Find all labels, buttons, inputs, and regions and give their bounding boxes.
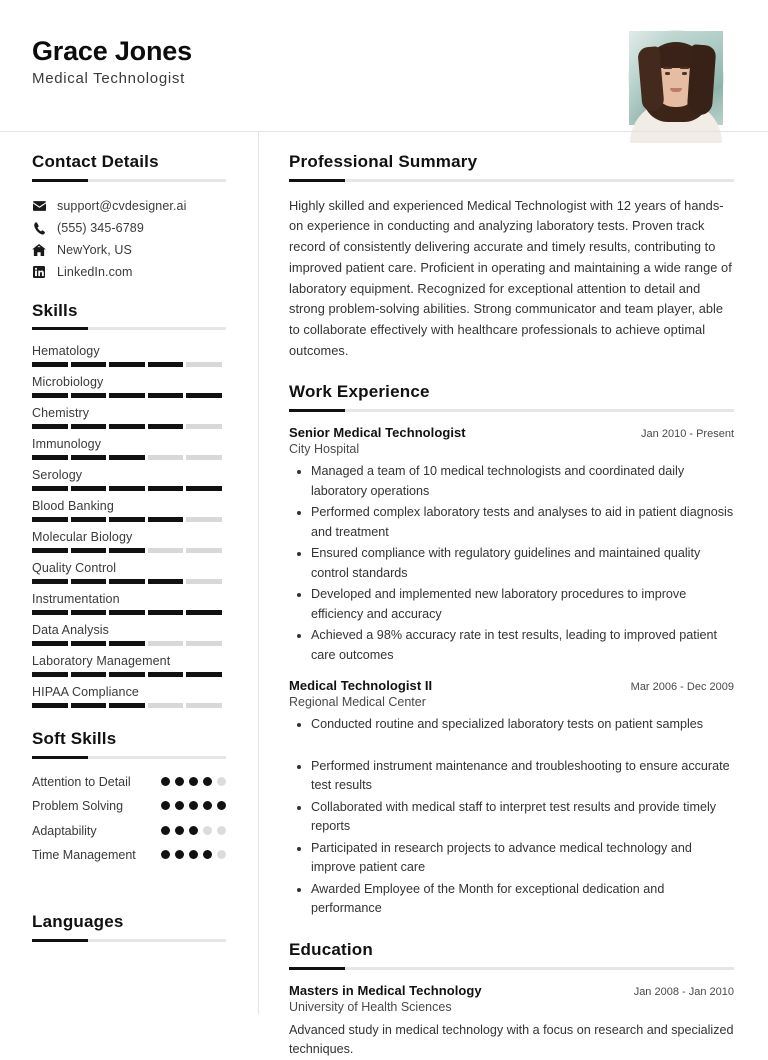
skill-segment — [71, 393, 107, 398]
skills-list — [32, 344, 226, 708]
bullet-item: • Participated in research projects to advance medical technology and improve patient care — [311, 839, 734, 878]
rating-dot — [189, 777, 198, 786]
skill-segment — [148, 579, 184, 584]
education-entry-title: Masters in Medical Technology — [289, 982, 482, 998]
skill-segment — [32, 641, 68, 646]
contact-item-linkedin[interactable] — [32, 265, 226, 280]
rating-dot — [203, 777, 212, 786]
skill-segment — [32, 362, 68, 367]
main-content — [259, 131, 768, 1057]
skill-label: Blood Banking — [32, 499, 114, 514]
skill-segment — [109, 486, 145, 491]
header-divider-right — [259, 131, 768, 132]
rating-dot — [161, 777, 170, 786]
bullet-item: • Ensured compliance with regulatory guidelines and maintained quality control standards — [311, 544, 734, 583]
skill-level-bar — [32, 579, 222, 584]
skill-segment — [186, 548, 222, 553]
section-heading-languages: Languages — [32, 912, 124, 932]
skill-segment — [186, 641, 222, 646]
section-heading-soft-skills: Soft Skills — [32, 729, 117, 749]
soft-skill-rating — [161, 798, 226, 810]
skill-level-bar — [32, 362, 222, 367]
skill-segment — [186, 517, 222, 522]
skill-segment — [109, 579, 145, 584]
skill-segment — [148, 455, 184, 460]
section-rule — [289, 409, 734, 412]
skill-segment — [109, 703, 145, 708]
skill-segment — [109, 610, 145, 615]
rating-dot — [217, 850, 226, 859]
rating-dot — [189, 850, 198, 859]
skill-item — [32, 375, 226, 398]
skill-segment — [32, 579, 68, 584]
section-soft-skills — [32, 730, 226, 863]
skill-segment — [186, 362, 222, 367]
skill-segment — [32, 703, 68, 708]
work-entry-list — [289, 425, 734, 919]
skill-segment — [109, 393, 145, 398]
skill-level-bar — [32, 424, 222, 429]
page-title: Grace Jones — [32, 36, 192, 66]
bullet-item: • Achieved a 98% accuracy rate in test results, leading to improved patient care outcomes — [311, 626, 734, 665]
skill-label: HIPAA Compliance — [32, 685, 139, 700]
skill-label: Quality Control — [32, 561, 117, 576]
avatar-eyebrow-right — [680, 67, 689, 69]
work-entry — [289, 678, 734, 919]
rating-dot — [175, 777, 184, 786]
contact-location-text: NewYork, US — [57, 243, 132, 258]
rating-dot — [175, 850, 184, 859]
skill-segment — [109, 455, 145, 460]
skill-segment — [148, 486, 184, 491]
skill-segment — [71, 641, 107, 646]
skill-segment — [71, 672, 107, 677]
skill-segment — [148, 703, 184, 708]
skill-segment — [109, 362, 145, 367]
skill-segment — [186, 703, 222, 708]
skill-label: Laboratory Management — [32, 654, 171, 669]
section-languages — [32, 913, 226, 942]
contact-item-phone[interactable] — [32, 221, 226, 236]
soft-skill-label: Problem Solving — [32, 799, 124, 814]
skill-level-bar — [32, 486, 222, 491]
skill-level-bar — [32, 455, 222, 460]
education-entry-date: Jan 2008 - Jan 2010 — [633, 985, 734, 998]
skill-segment — [148, 362, 184, 367]
skill-label: Hematology — [32, 344, 100, 359]
work-entry-bullets — [289, 462, 734, 665]
skill-level-bar — [32, 517, 222, 522]
skill-segment — [186, 486, 222, 491]
avatar-eyebrow-left — [663, 67, 672, 69]
rating-dot — [175, 801, 184, 810]
avatar-hair-right — [687, 44, 717, 116]
spacer — [32, 871, 226, 891]
resume-header — [0, 0, 768, 131]
skill-segment — [71, 703, 107, 708]
skill-item — [32, 654, 226, 677]
soft-skill-item — [32, 823, 226, 839]
rating-dot — [161, 826, 170, 835]
section-heading-skills: Skills — [32, 300, 78, 320]
rating-dot — [161, 850, 170, 859]
soft-skill-rating — [161, 774, 226, 786]
contact-email-text: support@cvdesigner.ai — [57, 199, 187, 214]
soft-skill-label: Attention to Detail — [32, 775, 131, 790]
skill-item — [32, 623, 226, 646]
bullet-item: • Developed and implemented new laboratory procedures to improve efficiency and accuracy — [311, 585, 734, 624]
skill-item — [32, 530, 226, 553]
skill-segment — [71, 362, 107, 367]
rating-dot — [189, 801, 198, 810]
skill-segment — [109, 672, 145, 677]
skill-label: Serology — [32, 468, 83, 483]
skill-segment — [109, 548, 145, 553]
skill-segment — [148, 610, 184, 615]
section-rule — [289, 967, 734, 970]
skill-segment — [71, 486, 107, 491]
work-entry-title: Medical Technologist II — [289, 678, 433, 694]
skill-segment — [186, 424, 222, 429]
linkedin-icon — [32, 266, 46, 278]
soft-skills-list — [32, 774, 226, 863]
work-entry-date: Mar 2006 - Dec 2009 — [630, 681, 734, 694]
section-skills — [32, 302, 226, 709]
work-entry-organization: Regional Medical Center — [289, 695, 426, 710]
skill-segment — [148, 517, 184, 522]
rating-dot — [161, 801, 170, 810]
work-entry-bullets — [289, 715, 734, 919]
contact-item-location[interactable] — [32, 243, 226, 258]
skill-segment — [148, 424, 184, 429]
phone-icon — [32, 222, 46, 235]
bullet-item: • Collaborated with medical staff to interpret test results and provide timely reports — [311, 798, 734, 837]
sidebar — [0, 131, 258, 1014]
skill-item — [32, 437, 226, 460]
section-rule — [32, 939, 226, 942]
skill-segment — [71, 610, 107, 615]
skill-segment — [148, 393, 184, 398]
work-entry-title: Senior Medical Technologist — [289, 425, 466, 441]
skill-level-bar — [32, 703, 222, 708]
skill-segment — [32, 517, 68, 522]
skill-level-bar — [32, 641, 222, 646]
rating-dot — [203, 850, 212, 859]
skill-segment — [71, 548, 107, 553]
skill-segment — [109, 641, 145, 646]
skill-item — [32, 344, 226, 367]
skill-segment — [186, 610, 222, 615]
skill-segment — [32, 548, 68, 553]
section-rule — [32, 327, 226, 330]
soft-skill-rating — [161, 847, 226, 859]
skill-segment — [148, 548, 184, 553]
rating-dot — [175, 826, 184, 835]
rating-dot — [217, 826, 226, 835]
contact-list — [32, 199, 226, 280]
summary-text: Highly skilled and experienced Medical Technologist with 12 years of hands-on experience in conducting and analyzing laboratory tests. Proven track record of consistently delivering accurate and timely results, contributing to improved patient care. Proficient in operating and maintaining a wide range of laboratory equipment. Recognized for exceptional attention to detail and strong problem-solving abilities. Strong communicator and team player, able to collaborate effectively with healthcare professionals to achieve optimal outcomes. — [289, 197, 732, 358]
rating-dot — [203, 801, 212, 810]
rating-dot — [203, 826, 212, 835]
education-entry — [289, 983, 734, 1060]
section-heading-education: Education — [289, 939, 373, 959]
soft-skill-label: Adaptability — [32, 823, 97, 838]
skill-item — [32, 499, 226, 522]
skill-label: Molecular Biology — [32, 530, 133, 545]
skill-level-bar — [32, 548, 222, 553]
resume-body — [0, 131, 768, 1057]
skill-segment — [32, 393, 68, 398]
home-icon — [32, 244, 46, 256]
skill-segment — [109, 517, 145, 522]
section-education — [289, 941, 734, 1060]
soft-skill-item — [32, 847, 226, 863]
bullet-item: • Managed a team of 10 medical technologists and coordinated daily laboratory operations — [311, 462, 734, 501]
name-block — [32, 28, 192, 87]
section-heading-contact: Contact Details — [32, 152, 159, 171]
bullet-item: • Performed instrument maintenance and troubleshooting to ensure accurate test results — [311, 757, 734, 796]
skill-segment — [71, 424, 107, 429]
soft-skill-item — [32, 798, 226, 814]
rating-dot — [217, 777, 226, 786]
work-entry-header — [289, 678, 734, 693]
bullet-item: • Awarded Employee of the Month for exceptional dedication and performance — [311, 880, 734, 919]
header-job-title: Medical Technologist — [32, 70, 185, 88]
skill-segment — [32, 672, 68, 677]
skill-segment — [148, 641, 184, 646]
section-contact-details — [32, 153, 226, 280]
avatar — [628, 30, 724, 126]
contact-item-email[interactable] — [32, 199, 226, 214]
skill-label: Data Analysis — [32, 623, 110, 638]
skill-item — [32, 685, 226, 708]
skill-level-bar — [32, 672, 222, 677]
rating-dot — [217, 801, 226, 810]
skill-item — [32, 561, 226, 584]
avatar-eye-right — [682, 72, 687, 75]
work-entry-date: Jan 2010 - Present — [641, 428, 734, 441]
section-professional-summary — [289, 153, 734, 361]
skill-label: Instrumentation — [32, 592, 120, 607]
skill-segment — [186, 579, 222, 584]
skill-label: Immunology — [32, 437, 102, 452]
rating-dot — [189, 826, 198, 835]
work-entry — [289, 425, 734, 665]
skill-item — [32, 468, 226, 491]
skill-label: Chemistry — [32, 406, 90, 421]
education-entry-description: Advanced study in medical technology with a focus on research and specialized techniques. — [289, 1022, 734, 1057]
work-entry-organization: City Hospital — [289, 442, 360, 457]
skill-label: Microbiology — [32, 375, 104, 390]
soft-skill-rating — [161, 823, 226, 835]
section-work-experience — [289, 383, 734, 918]
skill-item — [32, 406, 226, 429]
contact-phone-text: (555) 345-6789 — [57, 221, 144, 236]
skill-item — [32, 592, 226, 615]
skill-level-bar — [32, 610, 222, 615]
skill-segment — [71, 517, 107, 522]
section-heading-summary: Professional Summary — [289, 152, 478, 171]
skill-level-bar — [32, 393, 222, 398]
envelope-icon — [32, 201, 46, 211]
skill-segment — [148, 672, 184, 677]
skill-segment — [32, 486, 68, 491]
skill-segment — [109, 424, 145, 429]
bullet-item: • Conducted routine and specialized laboratory tests on patient samples — [311, 715, 734, 735]
skill-segment — [32, 455, 68, 460]
soft-skill-label: Time Management — [32, 847, 136, 862]
section-rule — [32, 756, 226, 759]
skill-segment — [186, 672, 222, 677]
skill-segment — [71, 455, 107, 460]
section-rule — [32, 179, 226, 182]
avatar-eye-left — [665, 72, 670, 75]
education-entry-list — [289, 983, 734, 1060]
work-entry-header — [289, 425, 734, 440]
education-entry-institution: University of Health Sciences — [289, 999, 452, 1014]
soft-skill-item — [32, 774, 226, 790]
skill-segment — [32, 610, 68, 615]
skill-segment — [186, 455, 222, 460]
skill-segment — [71, 579, 107, 584]
section-heading-work: Work Experience — [289, 382, 430, 402]
bullet-item: • Performed complex laboratory tests and analyses to aid in patient diagnosis and treatment — [311, 503, 734, 542]
skill-segment — [32, 424, 68, 429]
education-entry-header — [289, 983, 734, 998]
section-rule — [289, 179, 734, 182]
skill-segment — [186, 393, 222, 398]
contact-linkedin-text: LinkedIn.com — [57, 265, 133, 280]
